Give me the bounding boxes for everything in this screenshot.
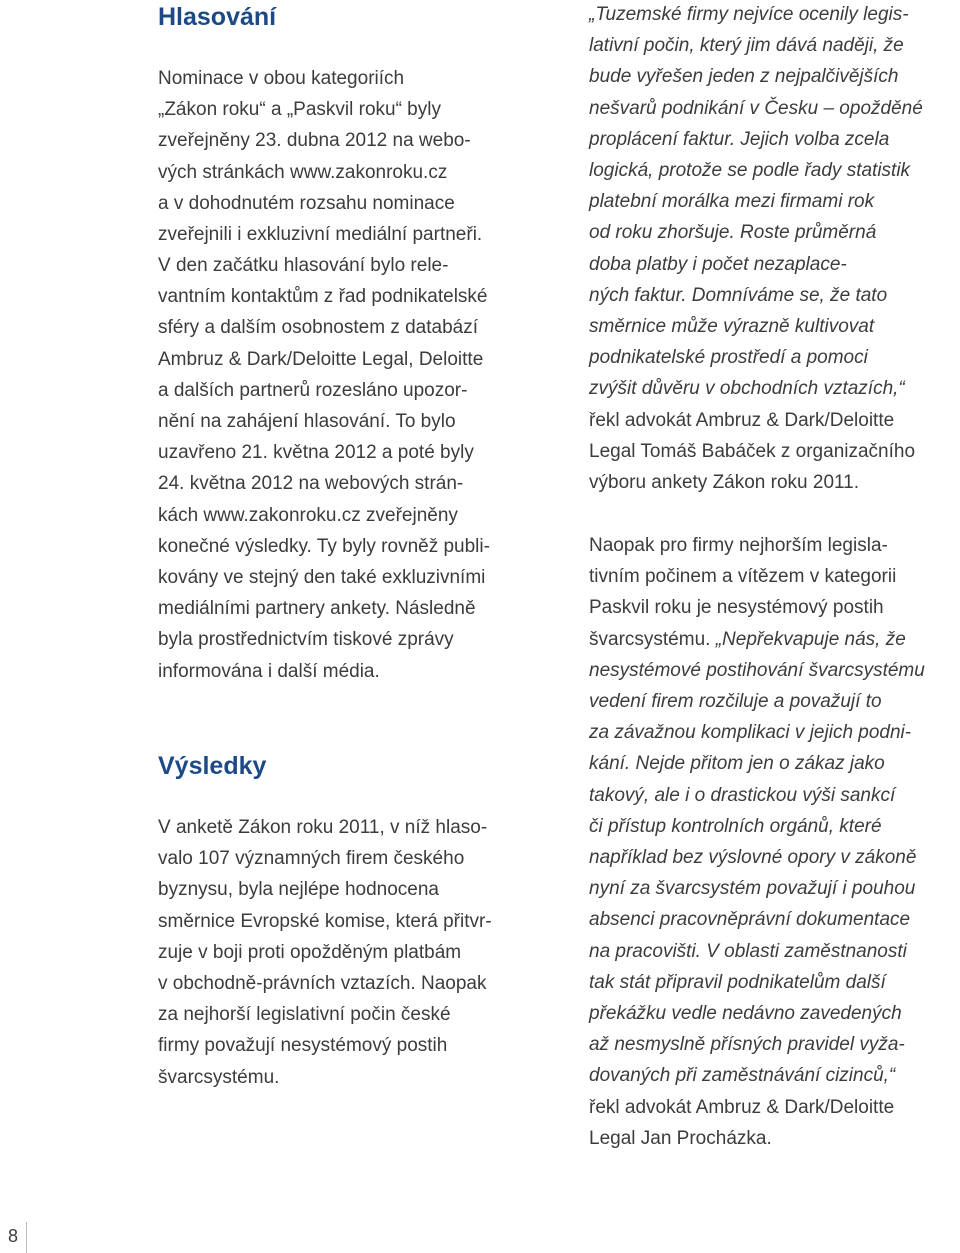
text-fragment: dovaných při zaměstnávání cizinců,“ [589, 1065, 896, 1087]
text-fragment: zvýšit důvěru v obchodních vztazích,“ [589, 378, 905, 400]
text-fragment: například bez výslovné opory v zákoně [589, 847, 917, 869]
text-line: „Zákon roku“ a „Paskvil roku“ byly [158, 99, 441, 121]
heading-hlasovani: Hlasování [158, 3, 277, 31]
text-line: a dalších partnerů rozesláno upozor- [158, 379, 468, 401]
text-fragment: vedení firem rozčiluje a považují to [589, 691, 882, 713]
text-line [589, 717, 925, 748]
text-line: zveřejnili i exkluzivní mediální partneři. [158, 224, 483, 246]
text-line: směrnice Evropské komise, která přitvr- [158, 910, 492, 932]
text-line: kách www.zakonroku.cz zveřejněny [158, 504, 458, 526]
text-fragment: na pracovišti. V oblasti zaměstnanosti [589, 940, 907, 962]
text-line [589, 998, 925, 1029]
text-fragment: nyní za švarcsystém považují i pouhou [589, 878, 916, 900]
text-line: za nejhorší legislativní počin české [158, 1004, 451, 1026]
text-fragment: Naopak pro firmy nejhorším legisla- [589, 535, 888, 556]
text-line: 24. května 2012 na webových strán- [158, 473, 464, 495]
text-line: sféry a dalším osobnostem z databází [158, 317, 478, 339]
text-line [589, 686, 925, 717]
text-line [589, 1123, 925, 1154]
text-line [589, 967, 925, 998]
text-line [589, 655, 925, 686]
text-fragment: logická, protože se podle řady statistik [589, 160, 911, 182]
text-line [589, 530, 925, 561]
text-fragment: „Nepřekvapuje nás, že [715, 628, 906, 650]
text-line: kovány ve stejný den také exkluzivními [158, 567, 486, 589]
text-line [589, 592, 925, 623]
text-line [589, 373, 923, 404]
text-line [589, 311, 923, 342]
text-line: Nominace v obou kategoriích [158, 68, 405, 89]
text-line [589, 748, 925, 779]
text-line [589, 842, 925, 873]
text-line [589, 436, 923, 467]
text-fragment: nešvarů podnikání v Česku – opožděné [589, 97, 923, 119]
text-fragment: či přístup kontrolních orgánů, které [589, 815, 882, 837]
text-fragment: podnikatelské prostředí a pomoci [589, 347, 868, 369]
text-line: valo 107 významných firem českého [158, 848, 465, 870]
text-line [589, 342, 923, 373]
text-line: uzavřeno 21. května 2012 a poté byly [158, 442, 474, 464]
text-fragment: řekl advokát Ambruz & Dark/Deloitte [589, 1096, 895, 1118]
text-fragment: takový, ale i o drastickou výši sankcí [589, 784, 896, 806]
text-line [589, 873, 925, 904]
text-fragment: Paskvil roku je nesystémový postih [589, 597, 884, 619]
text-fragment: proplácení faktur. Jejich volba zcela [589, 128, 890, 150]
text-line [589, 1092, 925, 1123]
footer-rule [26, 1222, 27, 1253]
text-fragment: až nesmyslně přísných pravidel vyža- [589, 1034, 905, 1056]
paragraph-voting [158, 250, 490, 687]
text-line [589, 249, 923, 280]
text-line: konečné výsledky. Ty byly rovněž publi- [158, 535, 490, 557]
text-line: zveřejněny 23. dubna 2012 na webo- [158, 130, 471, 152]
text-line: Ambruz & Dark/Deloitte Legal, Deloitte [158, 348, 484, 370]
paragraph-results [158, 812, 492, 1093]
page-number: 8 [8, 1226, 19, 1246]
text-fragment: ných faktur. Domníváme se, že tato [589, 284, 888, 306]
text-line [589, 780, 925, 811]
text-line [589, 280, 923, 311]
text-line: mediálními partnery ankety. Následně [158, 598, 476, 620]
paragraph-quote-zakon-roku [589, 0, 923, 498]
text-line [589, 186, 923, 217]
text-line [589, 811, 925, 842]
text-line [589, 124, 923, 155]
text-fragment: tak stát připravil podnikatelům další [589, 971, 886, 993]
text-fragment: kání. Nejde přitom jen o zákaz jako [589, 753, 885, 775]
text-line: v obchodně-právních vztazích. Naopak [158, 973, 487, 995]
text-fragment: lativní počin, který jim dává naději, že [589, 35, 904, 57]
text-line: a v dohodnutém rozsahu nominace [158, 192, 455, 214]
text-line [589, 217, 923, 248]
paragraph-paskvil-roku [589, 530, 925, 1154]
heading-vysledky: Výsledky [158, 752, 267, 780]
text-line [589, 1029, 925, 1060]
text-fragment: tivním počinem a vítězem v kategorii [589, 566, 897, 588]
text-line: švarcsystému. [158, 1066, 280, 1088]
text-fragment: překážku vedle nedávno zavedených [589, 1003, 902, 1025]
text-fragment: řekl advokát Ambruz & Dark/Deloitte [589, 409, 895, 431]
text-line [589, 561, 925, 592]
text-fragment: výboru ankety Zákon roku 2011. [589, 472, 860, 494]
text-line [589, 93, 923, 124]
text-line: vých stránkách www.zakonroku.cz [158, 161, 448, 183]
text-line [589, 467, 923, 498]
text-fragment: za závažnou komplikaci v jejich podni- [589, 722, 912, 744]
text-line: V anketě Zákon roku 2011, v níž hlaso- [158, 817, 488, 838]
text-line: vantním kontaktům z řad podnikatelské [158, 286, 488, 308]
text-line: byznysu, byla nejlépe hodnocena [158, 879, 439, 901]
text-line [589, 0, 923, 30]
text-fragment: Legal Tomáš Babáček z organizačního [589, 440, 916, 462]
text-line [589, 936, 925, 967]
text-fragment: doba platby i počet nezaplace- [589, 253, 847, 275]
text-line [589, 30, 923, 61]
text-fragment: „Tuzemské firmy nejvíce ocenily legis- [589, 4, 909, 25]
paragraph-nominations [158, 63, 482, 250]
text-fragment: od roku zhoršuje. Roste průměrná [589, 222, 877, 244]
text-line [589, 61, 923, 92]
text-line [589, 904, 925, 935]
text-line: zuje v boji proti opožděným platbám [158, 941, 462, 963]
text-fragment: nesystémové postihování švarcsystému [589, 659, 925, 681]
text-line [589, 624, 925, 655]
text-line [589, 405, 923, 436]
text-fragment: Legal Jan Procházka. [589, 1127, 772, 1149]
text-line: byla prostřednictvím tiskové zprávy [158, 629, 454, 651]
text-line [589, 155, 923, 186]
text-line: firmy považují nesystémový postih [158, 1035, 448, 1057]
text-fragment: platební morálka mezi firmami rok [589, 191, 875, 213]
text-fragment: absenci pracovněprávní dokumentace [589, 909, 911, 931]
text-line: nění na zahájení hlasování. To bylo [158, 411, 456, 433]
text-fragment: směrnice může výrazně kultivovat [589, 316, 875, 338]
text-line: V den začátku hlasování bylo rele- [158, 255, 449, 276]
text-fragment: švarcsystému. [589, 628, 716, 650]
text-fragment: bude vyřešen jeden z nejpalčivějších [589, 66, 899, 88]
text-line: informována i další média. [158, 660, 380, 682]
text-line [589, 1060, 925, 1091]
